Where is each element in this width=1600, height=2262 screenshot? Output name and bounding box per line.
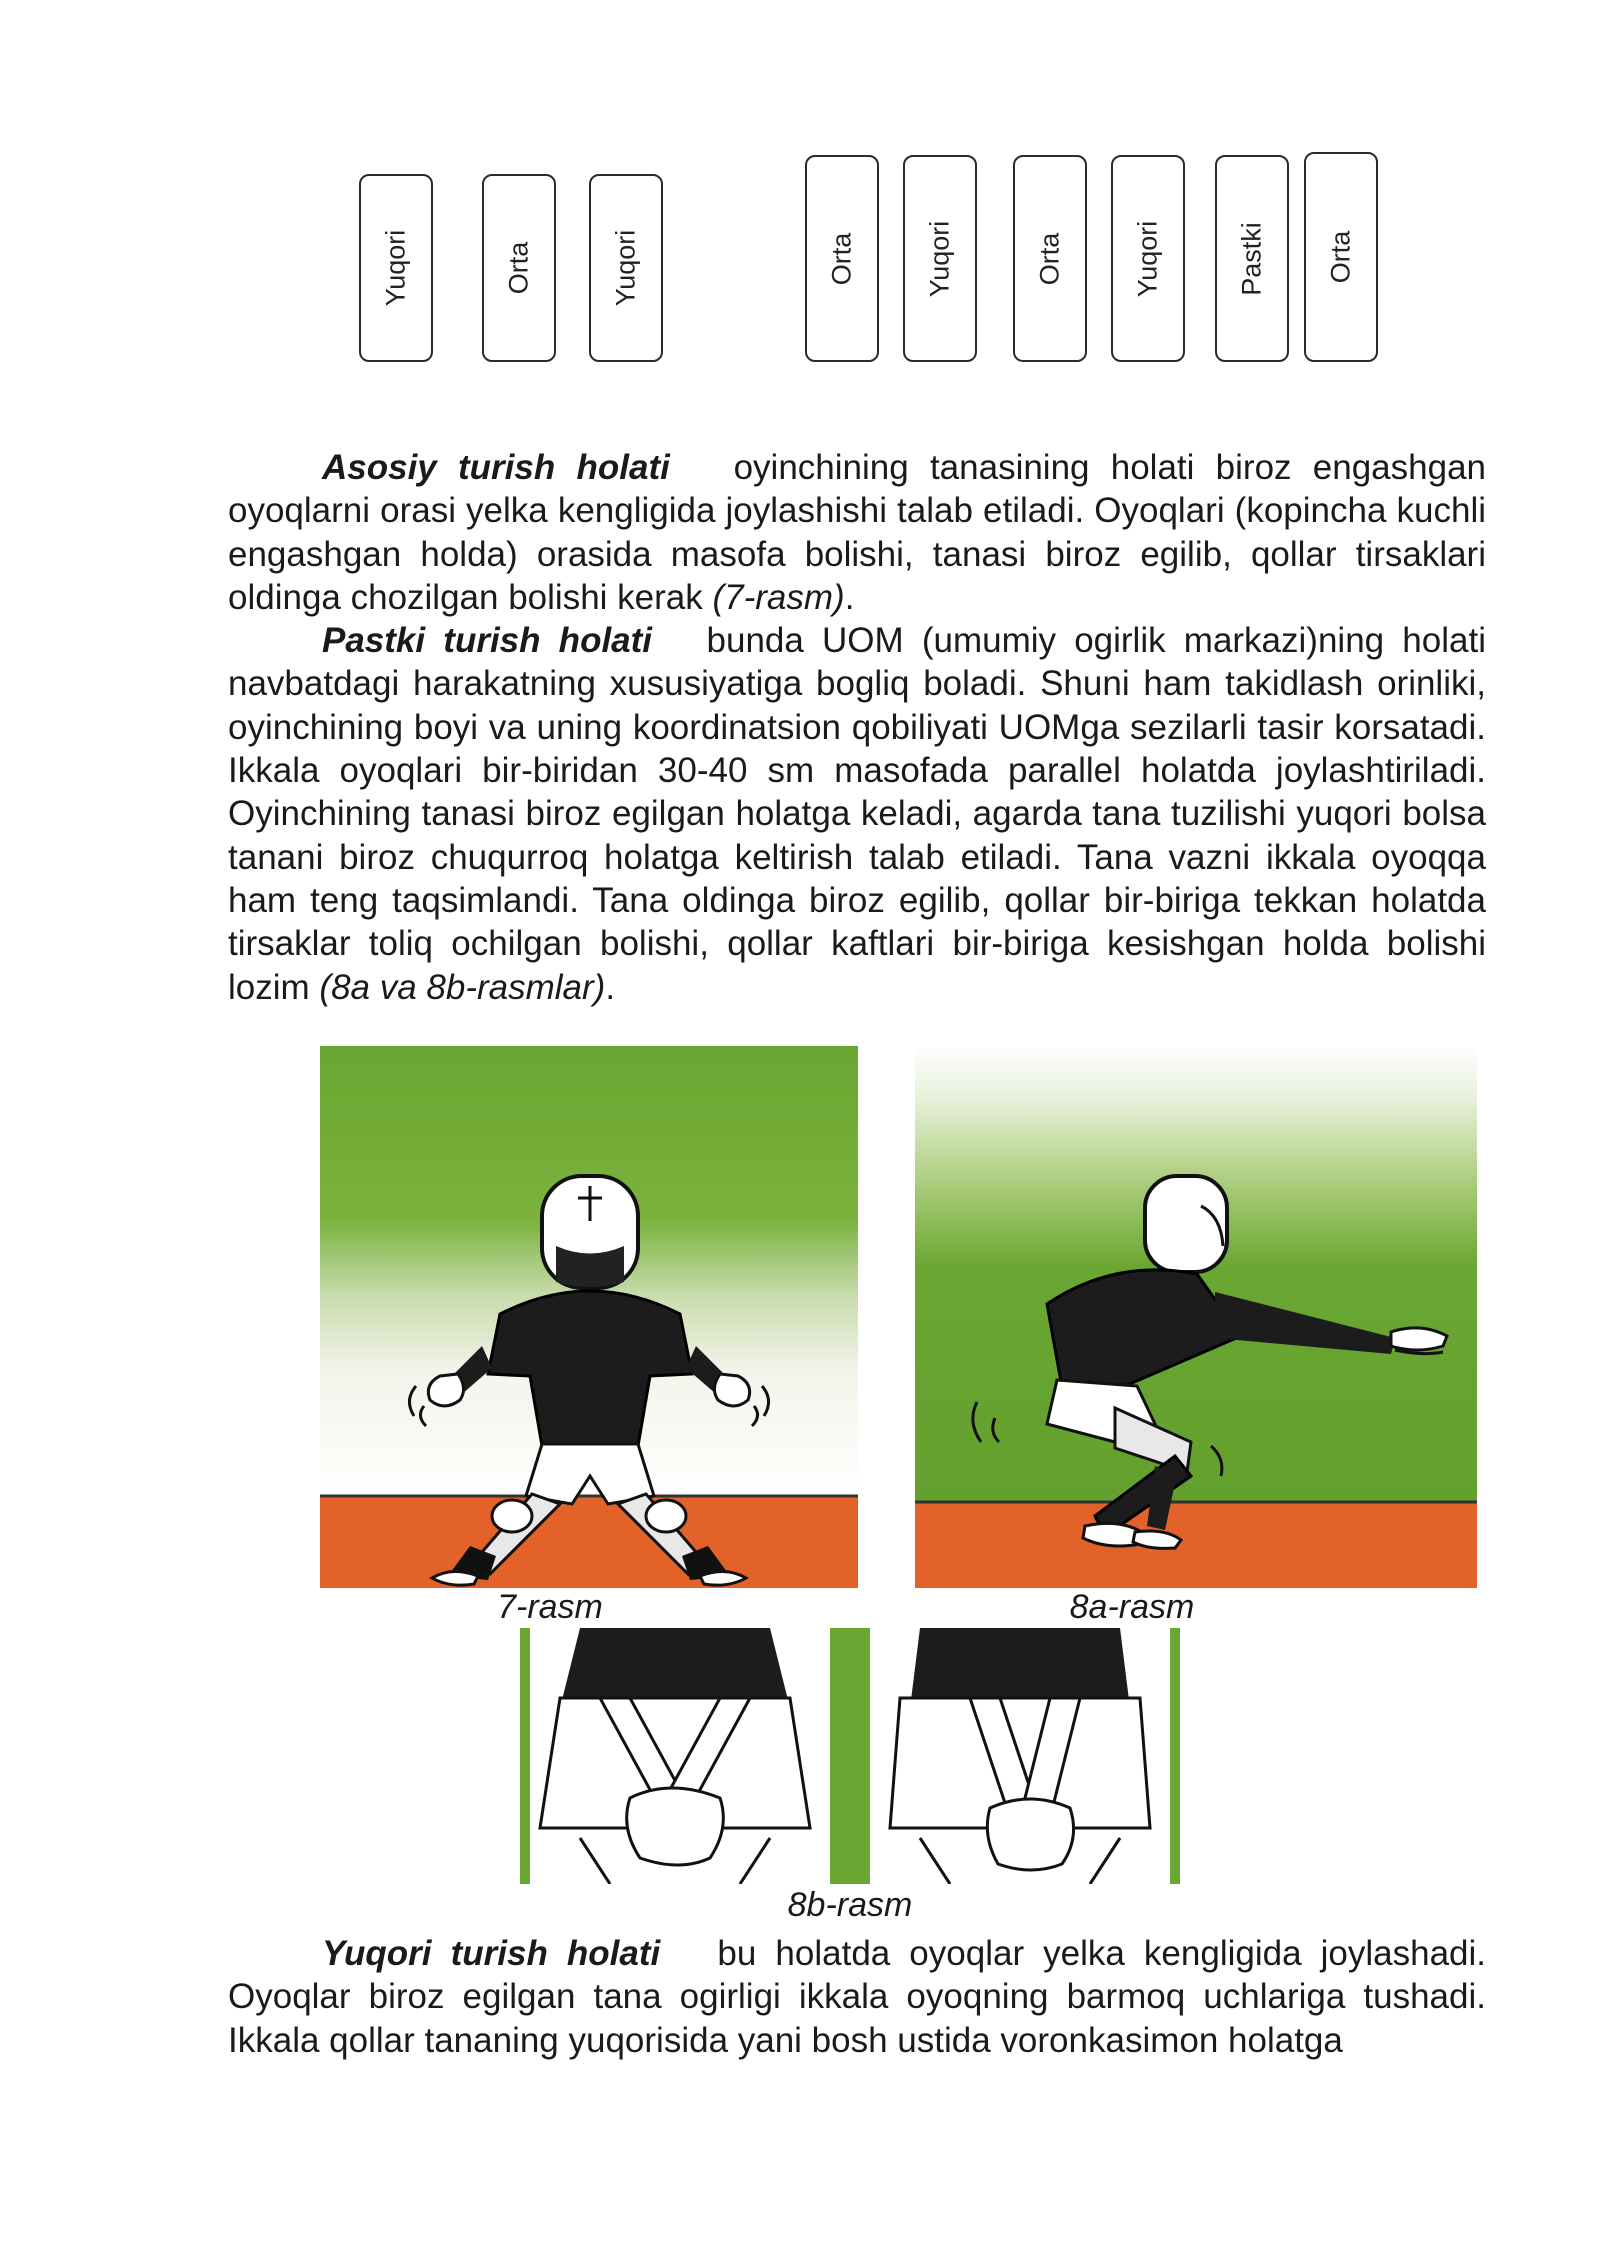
tag-label: Orta	[826, 232, 857, 285]
tag-yuqori-2	[589, 174, 663, 362]
tag-pastki	[1215, 155, 1289, 362]
figure-8a-illustration	[915, 1046, 1477, 1588]
term-asosiy: Asosiy turish holati	[322, 448, 670, 487]
tag-label: Yuqori	[610, 229, 641, 307]
tag-yuqori-1	[359, 174, 433, 362]
tag-yuqori-3	[903, 155, 977, 362]
tag-label: Orta	[503, 241, 534, 295]
figure-ref: (7-rasm)	[712, 577, 845, 617]
tag-label: Pastki	[1236, 221, 1267, 296]
tag-label: Orta	[1034, 232, 1065, 285]
text-block-top	[228, 446, 1486, 1009]
term-pastki: Pastki turish holati	[322, 621, 653, 661]
figure-7-illustration	[320, 1046, 858, 1588]
tag-orta-2	[805, 155, 879, 362]
caption-fig-7: 7-rasm	[497, 1588, 603, 1626]
term-yuqori: Yuqori turish holati	[322, 1934, 661, 1973]
tag-orta-3	[1013, 155, 1087, 362]
period: .	[844, 577, 855, 617]
paragraph-asosiy	[228, 446, 1486, 619]
tag-label: Orta	[1325, 230, 1356, 284]
paragraph-body: bu holatda oyoqlar yelka kengligida joylashadi. Oyoqlar biroz egilgan tana ogirligi ikkala oyoqning barmoq uchlariga tushadi. Ikkala qollar tananing yuqorisida yani bosh ustida voronkasimon holatga	[228, 1934, 1486, 2060]
text-block-bottom	[228, 1932, 1486, 2062]
tag-label: Yuqori	[924, 220, 955, 297]
tag-orta-1	[482, 174, 556, 362]
paragraph-body: oyinchining tanasining holati biroz engashgan oyoqlarni orasi yelka kengligida joylashishi talab etiladi. Oyoqlari (kopincha kuchli engashgan holda) orasida masofa bolishi, tanasi biroz egilib, qollar tirsaklari oldinga chozilgan bolishi kerak	[228, 448, 1487, 617]
figure-8b-illustration	[520, 1628, 1180, 1884]
paragraph-body: bunda UOM (umumiy ogirlik markazi)ning holati navbatdagi harakatning xususiyatiga bogliq boladi. Shuni ham takidlash orinliki, oyinchining boyi va uning koordinatsion qobiliyati UOMga sezilarli tasir korsatadi. Ikkala oyoqlari bir-biridan 30-40 sm masofada parallel holatda joylashtiriladi. Oyinchining tanasi biroz egilgan holatga keladi, agarda tana tuzilishi yuqori bolsa tanani biroz chuqurroq holatga keltirish talab etiladi. Tana vazni ikkala oyoqqa ham teng taqsimlandi. Tana oldinga biroz egilib, qollar bir-biriga tekkan holatda tirsaklar toliq ochilgan bolishi, qollar kaftlari bir-biriga kesishgan holda bolishi lozim	[228, 621, 1486, 1007]
tag-label: Yuqori	[1132, 220, 1163, 297]
paragraph-pastki	[228, 619, 1486, 1009]
tag-orta-4	[1304, 152, 1378, 362]
paragraph-yuqori	[228, 1932, 1486, 2062]
tag-yuqori-4	[1111, 155, 1185, 362]
period: .	[605, 967, 616, 1007]
figure-ref: (8a va 8b-rasmlar)	[319, 967, 606, 1007]
caption-fig-8a: 8a-rasm	[1069, 1588, 1195, 1626]
caption-fig-8b: 8b-rasm	[787, 1886, 913, 1924]
tag-label: Yuqori	[380, 229, 411, 307]
